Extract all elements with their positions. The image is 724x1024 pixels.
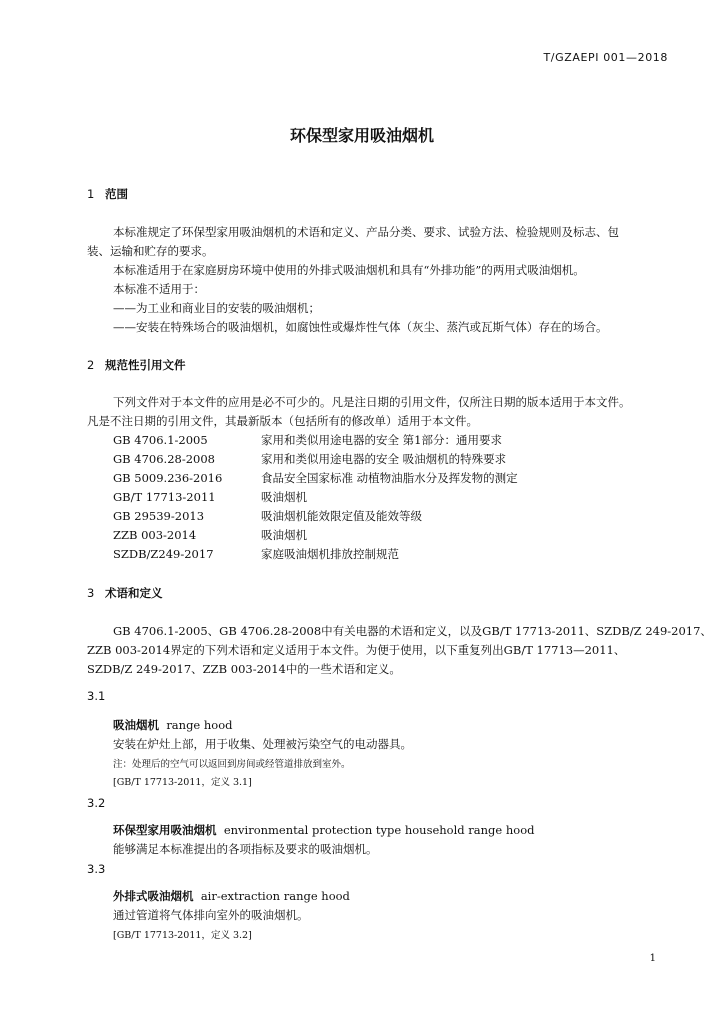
s1-paragraph-2: 本标准适用于在家庭厨房环境中使用的外排式吸油烟机和具有“外排功能”的两用式吸油烟机。	[113, 263, 585, 277]
reference-code: GB 5009.236-2016	[113, 471, 223, 485]
reference-item	[113, 489, 307, 505]
term-3-2-cn: 环保型家用吸油烟机	[113, 823, 217, 837]
reference-item	[113, 546, 399, 562]
term-3-1-number: 3.1	[87, 689, 106, 703]
reference-item	[113, 451, 506, 467]
section-1-heading	[87, 186, 128, 202]
reference-code: GB/T 17713-2011	[113, 490, 216, 504]
term-3-1-heading	[113, 717, 233, 733]
s3-paragraph-line-2: ZZB 003-2014界定的下列术语和定义适用于本文件。为便于使用，以下重复列出GB/T 17713—2011、	[87, 643, 626, 657]
section-3-title: 术语和定义	[105, 586, 163, 600]
section-1-number: 1	[87, 187, 95, 201]
term-3-1-definition: 安装在炉灶上部，用于收集、处理被污染空气的电动器具。	[113, 737, 412, 751]
s3-paragraph-line-3: SZDB/Z 249-2017、ZZB 003-2014中的一些术语和定义。	[87, 662, 401, 676]
s2-paragraph-line-1: 下列文件对于本文件的应用是必不可少的。凡是注日期的引用文件，仅所注日期的版本适用于本文件。	[113, 395, 631, 409]
reference-item	[113, 432, 502, 448]
reference-name: 食品安全国家标准 动植物油脂水分及挥发物的测定	[261, 471, 518, 485]
reference-name: 家用和类似用途电器的安全 第1部分：通用要求	[261, 433, 502, 447]
reference-code: GB 29539-2013	[113, 509, 205, 523]
reference-name: 吸油烟机	[261, 528, 307, 542]
reference-item	[113, 470, 518, 486]
s1-exclusion-item-1: ——为工业和商业目的安装的吸油烟机；	[113, 301, 320, 315]
term-3-2-heading	[113, 822, 535, 838]
s1-exclusion-item-2: ——安装在特殊场合的吸油烟机，如腐蚀性或爆炸性气体（灰尘、蒸汽或瓦斯气体）存在的场合。	[113, 320, 608, 334]
reference-code: GB 4706.1-2005	[113, 433, 208, 447]
page-number: 1	[649, 953, 656, 964]
term-3-3-heading	[113, 888, 350, 904]
term-3-1-cn: 吸油烟机	[113, 718, 159, 732]
term-3-2-definition: 能够满足本标准提出的各项指标及要求的吸油烟机。	[113, 842, 378, 856]
standard-number: T/GZAEPI 001—2018	[543, 51, 668, 64]
term-3-1-source: [GB/T 17713-2011，定义 3.1]	[113, 777, 252, 788]
section-2-title: 规范性引用文件	[105, 358, 186, 372]
section-2-heading	[87, 357, 186, 373]
reference-code: GB 4706.28-2008	[113, 452, 216, 466]
term-3-2-number: 3.2	[87, 796, 106, 810]
reference-item	[113, 508, 422, 524]
reference-item	[113, 527, 307, 543]
reference-code: SZDB/Z249-2017	[113, 547, 214, 561]
reference-name: 吸油烟机能效限定值及能效等级	[261, 509, 422, 523]
reference-name: 家用和类似用途电器的安全 吸油烟机的特殊要求	[261, 452, 507, 466]
s2-paragraph-line-2: 凡是不注日期的引用文件，其最新版本（包括所有的修改单）适用于本文件。	[87, 414, 478, 428]
s3-paragraph-line-1: GB 4706.1-2005、GB 4706.28-2008中有关电器的术语和定义，以及GB/T 17713-2011、SZDB/Z 249-2017、	[113, 624, 712, 638]
reference-name: 家庭吸油烟机排放控制规范	[261, 547, 399, 561]
term-3-3-definition: 通过管道将气体排向室外的吸油烟机。	[113, 908, 309, 922]
term-3-1-note: 注：处理后的空气可以返回到房间或经管道排放到室外。	[113, 759, 351, 770]
s1-paragraph-1-line-1: 本标准规定了环保型家用吸油烟机的术语和定义、产品分类、要求、试验方法、检验规则及标志、包	[113, 225, 619, 239]
term-3-1-en: range hood	[166, 718, 233, 732]
term-3-3-number: 3.3	[87, 862, 106, 876]
reference-code: ZZB 003-2014	[113, 528, 197, 542]
term-3-3-en: air-extraction range hood	[200, 889, 350, 903]
reference-name: 吸油烟机	[261, 490, 307, 504]
term-3-3-source: [GB/T 17713-2011，定义 3.2]	[113, 930, 252, 941]
s1-paragraph-1-line-2: 装、运输和贮存的要求。	[87, 244, 214, 258]
section-3-heading	[87, 585, 163, 601]
term-3-2-en: environmental protection type household range hood	[223, 823, 535, 837]
s1-paragraph-3: 本标准不适用于：	[113, 282, 205, 296]
document-title: 环保型家用吸油烟机	[289, 126, 434, 145]
section-2-number: 2	[87, 358, 95, 372]
term-3-3-cn: 外排式吸油烟机	[113, 889, 194, 903]
section-3-number: 3	[87, 586, 95, 600]
section-1-title: 范围	[105, 187, 128, 201]
